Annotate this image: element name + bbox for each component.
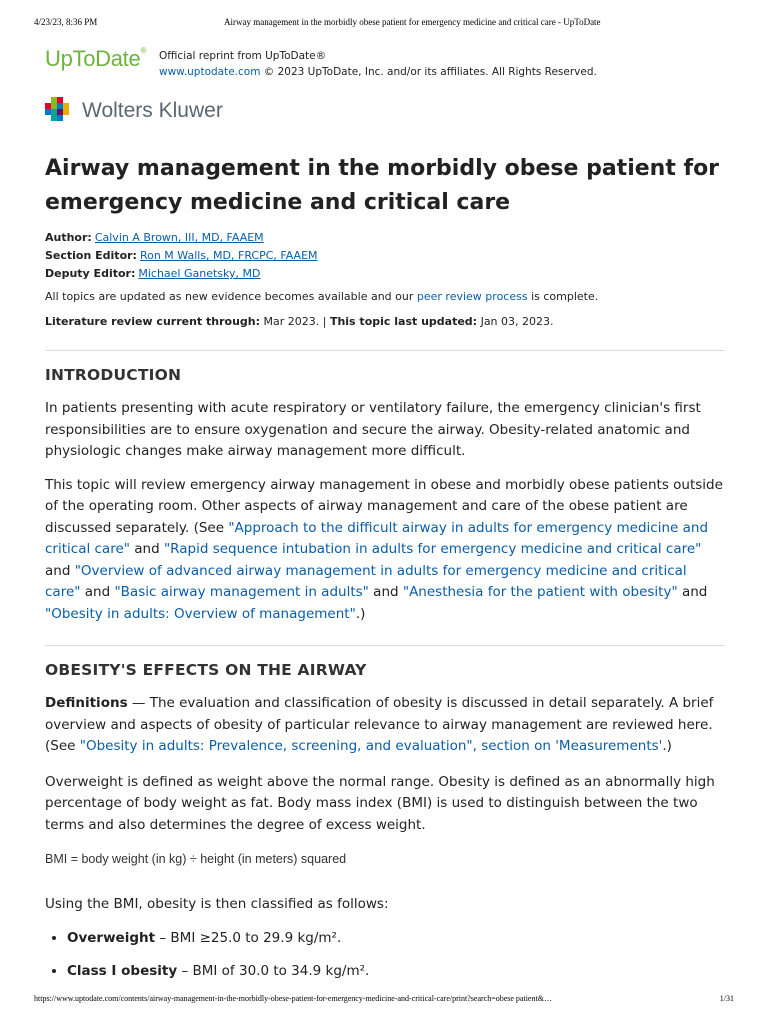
- print-page-title: Airway management in the morbidly obese patient for emergency medicine and critical care - UpToDate: [224, 17, 601, 27]
- author-link[interactable]: Calvin A Brown, III, MD, FAAEM: [94, 231, 264, 244]
- article: [45, 152, 725, 994]
- print-date: 4/23/23, 8:36 PM: [34, 17, 98, 27]
- wolters-kluwer-logo-icon: [45, 97, 75, 125]
- list-item: [67, 928, 725, 949]
- section-editor-link[interactable]: Ron M Walls, MD, FRCPC, FAAEM: [139, 249, 318, 262]
- deputy-editor-row: [45, 265, 725, 283]
- author-label: Author:: [45, 231, 92, 244]
- link-obesity-management[interactable]: "Obesity in adults: Overview of management": [45, 605, 356, 622]
- link-obesity-prevalence[interactable]: "Obesity in adults: Prevalence, screening, and evaluation", section on 'Measurements': [79, 738, 663, 754]
- publisher-name: Wolters Kluwer: [82, 99, 223, 122]
- lit-review-value: Mar 2023. |: [260, 315, 330, 328]
- link-anesthesia-obesity[interactable]: "Anesthesia for the patient with obesity": [402, 584, 678, 600]
- uptodate-logo[interactable]: [45, 46, 146, 72]
- link-advanced-airway-management[interactable]: "Overview of advanced airway management in adults for emergency medicine and critical care": [45, 562, 687, 600]
- conjunction: and: [45, 562, 75, 579]
- conjunction: and: [368, 584, 403, 600]
- article-title: Airway management in the morbidly obese patient for emergency medicine and critical care: [45, 156, 720, 215]
- intro-p2-end: .): [355, 605, 366, 622]
- uptodate-site-link[interactable]: www.uptodate.com: [159, 66, 261, 78]
- definitions-text: — The evaluation and classification of obesity is discussed in detail separately. A brief overview and aspects of obesity of particular relevance to airway management are reviewed here. (See: [45, 695, 714, 754]
- deputy-editor-link[interactable]: Michael Ganetsky, MD: [138, 267, 261, 280]
- definitions-label: Definitions: [45, 695, 128, 711]
- uptodate-logo-text: UpToDate: [45, 46, 141, 71]
- page-number: 1/31: [719, 994, 734, 1003]
- last-updated-value: Jan 03, 2023.: [477, 315, 554, 328]
- section-divider: [45, 350, 725, 351]
- section-editor-label: Section Editor:: [45, 249, 137, 262]
- print-header: [34, 17, 734, 31]
- class-label: Overweight: [67, 929, 156, 946]
- bmi-classification-list: [45, 928, 725, 982]
- conjunction: and: [129, 541, 164, 557]
- literature-review-status: [45, 314, 725, 330]
- lit-review-label: Literature review current through:: [45, 315, 261, 328]
- classification-intro: Using the BMI, obesity is then classified as follows:: [45, 896, 389, 912]
- update-note-text: All topics are updated as new evidence becomes available and our: [45, 290, 417, 303]
- class-label: Class I obesity: [67, 962, 178, 979]
- author-row: [45, 229, 725, 247]
- conjunction: and: [677, 584, 708, 600]
- brand-header: [45, 46, 723, 80]
- deputy-editor-label: Deputy Editor:: [45, 267, 136, 280]
- reprint-notice: [159, 48, 597, 80]
- logo-registered-mark: ®: [140, 46, 147, 55]
- intro-p2-text: This topic will review emergency airway management in obese and morbidly obese patients outside of the operating room. Other aspects of airway management and care of the obese patient are discussed separately. (See: [45, 476, 723, 536]
- introduction-heading: INTRODUCTION: [45, 366, 182, 384]
- list-item: [67, 961, 725, 982]
- section-editor-row: [45, 247, 725, 265]
- section-divider: [45, 645, 725, 646]
- class-range: – BMI ≥25.0 to 29.9 kg/m².: [155, 929, 342, 946]
- definitions-paragraph: [45, 693, 725, 758]
- update-note: [45, 289, 725, 305]
- bmi-formula: BMI = body weight (in kg) ÷ height (in meters) squared: [45, 852, 347, 866]
- last-updated-label: This topic last updated:: [329, 315, 478, 328]
- class-range: – BMI of 30.0 to 34.9 kg/m².: [177, 962, 370, 979]
- article-credits: [45, 229, 725, 283]
- update-note-end: is complete.: [527, 290, 599, 303]
- conjunction: and: [80, 584, 115, 600]
- overweight-paragraph: Overweight is defined as weight above the normal range. Obesity is defined as an abnormally high percentage of body weight as fat. Body mass index (BMI) is used to distinguish between the two terms and also determines the degree of excess weight.: [45, 773, 715, 833]
- intro-paragraph-2: [45, 475, 725, 626]
- reprint-line: Official reprint from UpToDate®: [159, 50, 327, 62]
- definitions-end: .): [662, 738, 672, 754]
- peer-review-link[interactable]: peer review process: [416, 290, 528, 303]
- copyright-line: [159, 64, 597, 80]
- link-difficult-airway[interactable]: "Approach to the difficult airway in adults for emergency medicine and critical care": [45, 519, 709, 557]
- link-rapid-sequence-intubation[interactable]: "Rapid sequence intubation in adults for emergency medicine and critical care": [163, 541, 702, 557]
- link-basic-airway-management[interactable]: "Basic airway management in adults": [114, 584, 369, 600]
- print-footer: [34, 994, 734, 1006]
- copyright-text: © 2023 UpToDate, Inc. and/or its affiliates. All Rights Reserved.: [260, 66, 597, 78]
- obesity-effects-heading: OBESITY'S EFFECTS ON THE AIRWAY: [45, 661, 367, 679]
- print-url: https://www.uptodate.com/contents/airway-management-in-the-morbidly-obese-patient-for-emergency-medicine-and-critical-care/print?search=obese patient&…: [34, 994, 552, 1003]
- intro-paragraph-1: In patients presenting with acute respiratory or ventilatory failure, the emergency clinician's first responsibilities are to ensure oxygenation and secure the airway. Obesity-related anatomic and physiologic changes make airway management more difficult.: [45, 400, 701, 459]
